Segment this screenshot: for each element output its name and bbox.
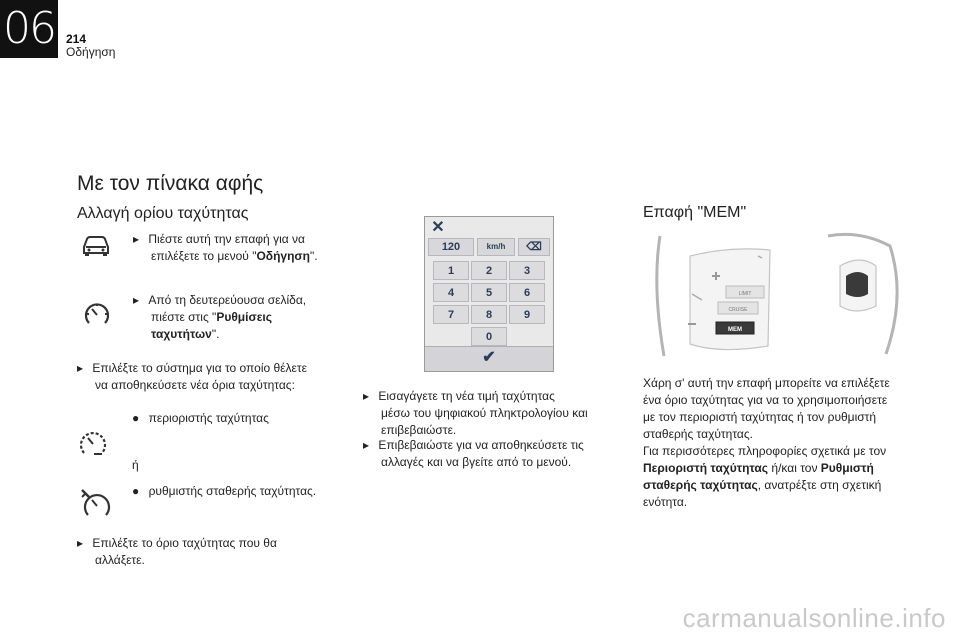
paragraph-line: με τον περιοριστή ταχύτητας ή τον ρυθμιστή: [643, 410, 877, 424]
limit-button-label: LIMIT: [738, 291, 752, 297]
key-5[interactable]: 5: [471, 283, 507, 302]
step-text: Επιβεβαιώστε για να αποθηκεύσετε τις: [378, 438, 584, 452]
key-8[interactable]: 8: [471, 305, 507, 324]
step-text: Πιέστε αυτή την επαφή για να: [148, 232, 305, 246]
speedometer-icon: [83, 300, 111, 328]
checkmark-icon[interactable]: ✔: [482, 349, 496, 366]
paragraph-line: σταθερής ταχύτητας.: [643, 427, 753, 441]
paragraph-line: ένα όριο ταχύτητας για να το χρησιμοποιήσετε: [643, 393, 888, 407]
cruise-control-icon: [80, 488, 114, 520]
key-1[interactable]: 1: [433, 261, 469, 280]
menu-name: Οδήγηση: [256, 249, 310, 263]
chapter-title: Οδήγηση: [66, 45, 116, 59]
step-text: αλλάξετε.: [95, 553, 145, 567]
paragraph-line: Για περισσότερες πληροφορίες σχετικά με τον: [643, 444, 887, 458]
step-text: Εισαγάγετε τη νέα τιμή ταχύτητας: [378, 389, 555, 403]
paragraph-line: , ανατρέξτε στη σχετική: [757, 478, 882, 492]
section-subtitle: Αλλαγή ορίου ταχύτητας: [77, 205, 249, 222]
step-select-driving-menu: [133, 231, 343, 265]
step-text: να αποθηκεύσετε νέα όρια ταχύτητας:: [95, 378, 295, 392]
step-select-speed-limit: [77, 535, 337, 569]
car-icon: [80, 233, 112, 257]
close-icon[interactable]: ✕: [431, 219, 445, 236]
key-2[interactable]: 2: [471, 261, 507, 280]
backspace-icon[interactable]: ⌫: [518, 238, 550, 256]
speed-limiter-icon: [78, 428, 108, 458]
arrow-bullet-icon: ▸: [77, 536, 84, 550]
chapter-number: 06: [0, 0, 58, 58]
key-7[interactable]: 7: [433, 305, 469, 324]
step-confirm-save: [363, 437, 613, 471]
step-text: επιλέξετε το μενού ": [151, 249, 257, 263]
step-speed-settings: [133, 292, 343, 343]
step-text: ".: [309, 249, 318, 263]
option-speed-limiter: [132, 410, 332, 427]
cruise-button-label: CRUISE: [728, 307, 748, 313]
arrow-bullet-icon: ▸: [133, 232, 140, 246]
dot-bullet-icon: ●: [132, 411, 140, 425]
page-number: 214: [66, 32, 87, 46]
unit-label: km/h: [477, 238, 515, 256]
mem-button-label: MEM: [728, 327, 742, 333]
speed-keypad: [424, 216, 554, 372]
reference-speed-limiter: Περιοριστή ταχύτητας: [643, 461, 769, 475]
reference-cruise-control: Ρυθμιστή: [820, 461, 874, 475]
arrow-bullet-icon: ▸: [363, 438, 370, 452]
reference-cruise-control: σταθερής ταχύτητας: [643, 478, 758, 492]
option-cruise-control: [132, 483, 342, 500]
step-text: μέσω του ψηφιακού πληκτρολογίου και: [381, 406, 588, 420]
watermark: carmanualsonline.info: [682, 603, 946, 633]
option-text: περιοριστής ταχύτητας: [148, 411, 269, 425]
step-text: επιβεβαιώστε.: [381, 423, 457, 437]
key-0[interactable]: 0: [471, 327, 507, 346]
step-text: Επιλέξτε το σύστημα για το οποίο θέλετε: [92, 361, 307, 375]
paragraph-line: Χάρη σ' αυτή την επαφή μπορείτε να επιλέξετε: [643, 376, 890, 390]
arrow-bullet-icon: ▸: [363, 389, 370, 403]
step-text: Επιλέξτε το όριο ταχύτητας που θα: [92, 536, 277, 550]
step-text: αλλαγές και να βγείτε από το μενού.: [381, 455, 572, 469]
arrow-bullet-icon: ▸: [133, 293, 140, 307]
step-select-system: [77, 360, 347, 394]
steering-wheel-controls-illustration: [650, 226, 910, 368]
paragraph-line: ή/και τον: [768, 461, 821, 475]
key-4[interactable]: 4: [433, 283, 469, 302]
dot-bullet-icon: ●: [132, 484, 140, 498]
confirm-bar[interactable]: [425, 346, 553, 371]
mem-description: [643, 375, 943, 511]
arrow-bullet-icon: ▸: [77, 361, 84, 375]
step-enter-speed: [363, 388, 613, 439]
step-text: ".: [211, 327, 220, 341]
key-3[interactable]: 3: [509, 261, 545, 280]
paragraph-line: ενότητα.: [643, 495, 688, 509]
mem-section-title: Επαφή "MEM": [643, 204, 747, 221]
key-9[interactable]: 9: [509, 305, 545, 324]
step-text: Από τη δευτερεύουσα σελίδα,: [148, 293, 307, 307]
speed-value-field[interactable]: 120: [428, 238, 474, 256]
menu-name: Ρυθμίσεις: [216, 310, 272, 324]
menu-name: ταχυτήτων: [151, 327, 212, 341]
section-title: Με τον πίνακα αφής: [77, 172, 264, 195]
or-text: ή: [132, 458, 139, 472]
option-text: ρυθμιστής σταθερής ταχύτητας.: [148, 484, 317, 498]
step-text: πιέστε στις ": [151, 310, 217, 324]
key-6[interactable]: 6: [509, 283, 545, 302]
